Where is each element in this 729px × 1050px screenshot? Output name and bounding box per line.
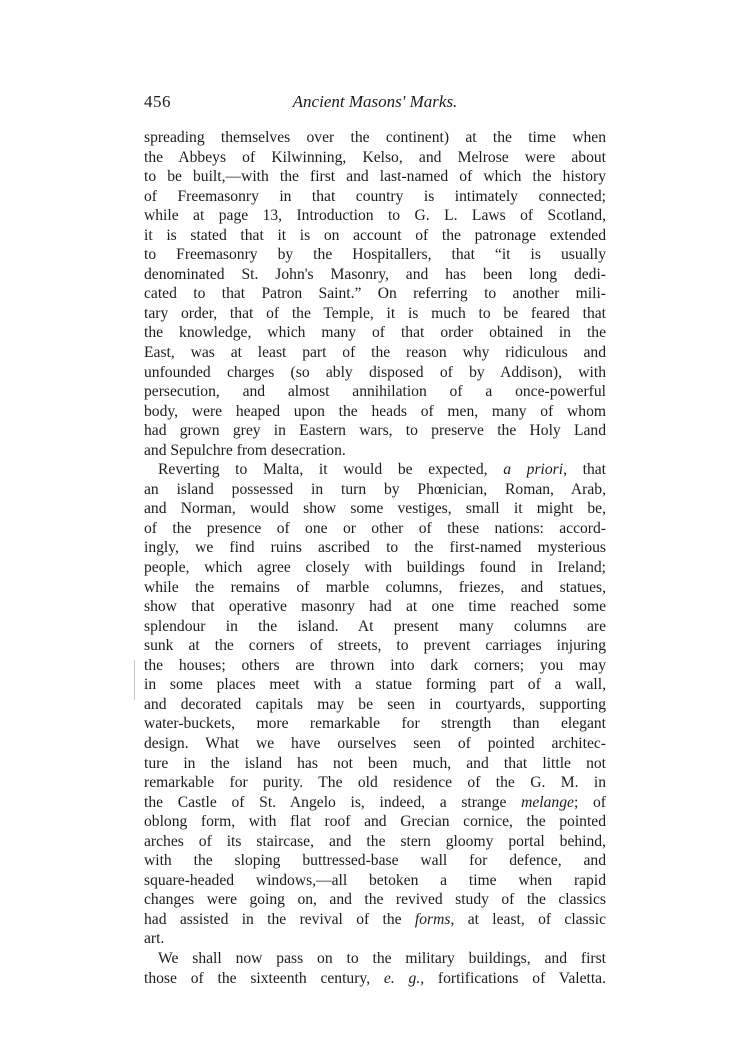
text-line: cated to that Patron Saint.” On referring to another mili- — [144, 285, 606, 303]
text-line: oblong form, with flat roof and Grecian cornice, the pointed — [144, 813, 606, 831]
text-line: design. What we have ourselves seen of pointed architec- — [144, 734, 606, 752]
text-line: sunk at the corners of streets, to prevent carriages injuring — [144, 637, 606, 655]
text-line: persecution, and almost annihilation of a once-powerful — [144, 383, 606, 401]
text-line: had grown grey in Eastern wars, to preserve the Holy Land — [144, 422, 606, 440]
italic-run: e. g. — [383, 969, 421, 987]
text-line: it is stated that it is on account of the patronage extended — [144, 226, 606, 244]
text-line: body, were heaped upon the heads of men, many of whom — [144, 402, 606, 420]
text-line: unfounded charges (so ably disposed of by Addison), with — [144, 363, 606, 381]
italic-run: forms — [414, 910, 451, 928]
text-line: those of the sixteenth century, e. g., fortifications of Valetta. — [144, 969, 606, 987]
text-line: the Abbeys of Kilwinning, Kelso, and Melrose were about — [144, 148, 606, 166]
text-line: East, was at least part of the reason why ridiculous and — [144, 344, 606, 362]
text-line: splendour in the island. At present many columns are — [144, 617, 606, 635]
text-line: We shall now pass on to the military buildings, and first — [158, 949, 606, 967]
text-line: changes were going on, and the revived study of the classics — [144, 891, 606, 909]
running-head — [144, 92, 606, 118]
running-title: Ancient Masons' Marks. — [292, 92, 458, 111]
text-line: the houses; others are thrown into dark corners; you may — [144, 656, 606, 674]
text-line: people, which agree closely with buildings found in Ireland; — [144, 559, 606, 577]
text-line: art. — [144, 930, 165, 948]
text-line: and decorated capitals may be seen in courtyards, supporting — [144, 695, 606, 713]
text-line: and Sepulchre from desecration. — [144, 441, 346, 459]
margin-mark — [134, 660, 135, 700]
text-line: had assisted in the revival of the forms, at least, of classic — [144, 910, 606, 928]
text-line: remarkable for purity. The old residence of the G. M. in — [144, 774, 606, 792]
page-number: 456 — [144, 92, 171, 111]
text-line: of Freemasonry in that country is intimately connected; — [144, 187, 606, 205]
text-line: tary order, that of the Temple, it is much to be feared that — [144, 304, 606, 322]
text-line: water-buckets, more remarkable for strength than elegant — [144, 715, 606, 733]
text-line: of the presence of one or other of these nations: accord- — [144, 519, 606, 537]
text-line: ture in the island has not been much, and that little not — [144, 754, 606, 772]
text-line: with the sloping buttressed-base wall for defence, and — [144, 852, 606, 870]
text-line: denominated St. John's Masonry, and has been long dedi- — [144, 265, 606, 283]
text-line: spreading themselves over the continent) at the time when — [144, 129, 606, 146]
text-line: the Castle of St. Angelo is, indeed, a strange melange; of — [144, 793, 606, 811]
text-line: while at page 13, Introduction to G. L. Laws of Scotland, — [144, 207, 606, 225]
italic-run: melange — [521, 793, 574, 811]
text-line: to Freemasonry by the Hospitallers, that “it is usually — [144, 246, 606, 264]
text-line: square-headed windows,—all betoken a time when rapid — [144, 871, 606, 889]
text-line: in some places meet with a statue forming part of a wall, — [144, 676, 606, 694]
text-line: while the remains of marble columns, friezes, and statues, — [144, 578, 606, 596]
text-line: show that operative masonry had at one time reached some — [144, 598, 606, 616]
italic-run: a priori — [503, 461, 564, 479]
text-line: an island possessed in turn by Phœnician, Roman, Arab, — [144, 480, 606, 498]
text-line: and Norman, would show some vestiges, small it might be, — [144, 500, 606, 518]
body-text — [144, 128, 606, 988]
text-line: ingly, we find ruins ascribed to the first-named mysterious — [144, 539, 606, 557]
text-line: to be built,—with the first and last-named of which the history — [144, 168, 606, 186]
text-line: the knowledge, which many of that order obtained in the — [144, 324, 606, 342]
text-line: Reverting to Malta, it would be expected, a priori, that — [158, 461, 607, 479]
text-line: arches of its staircase, and the stern gloomy portal behind, — [144, 832, 606, 850]
